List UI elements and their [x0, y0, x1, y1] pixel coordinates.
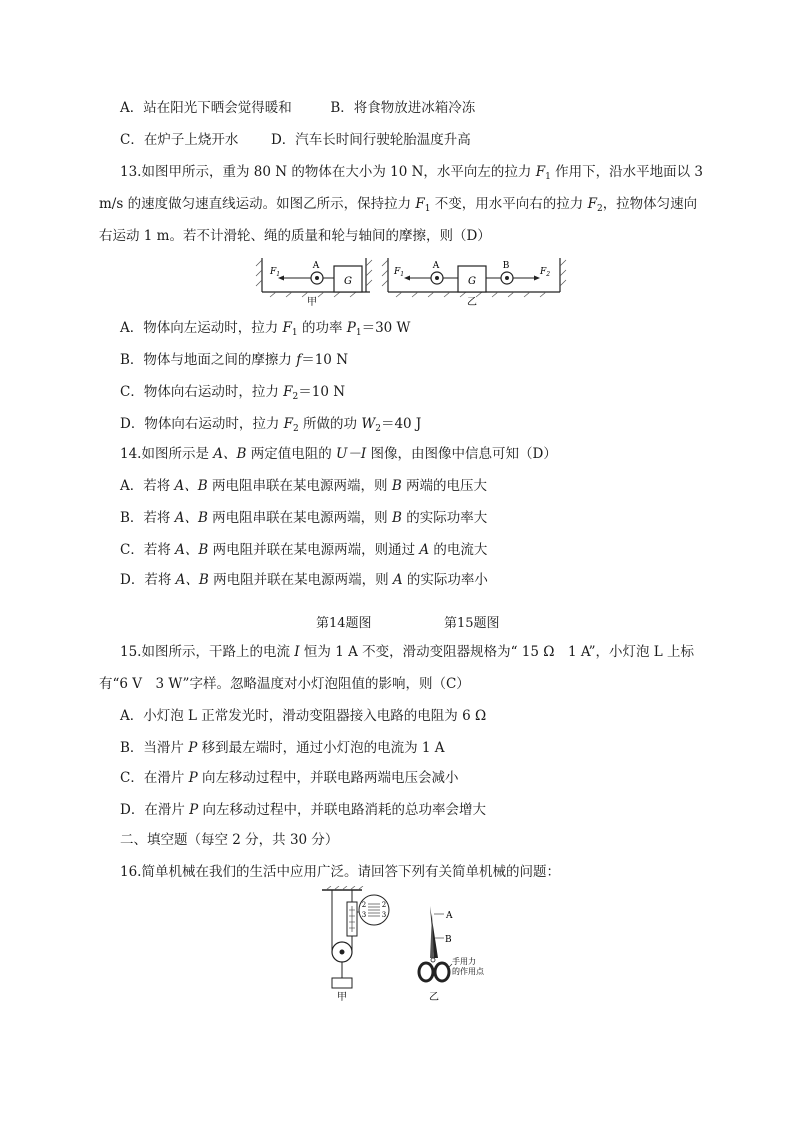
label-g-yi: G: [468, 276, 476, 287]
q13-option-a: A．物体向左运动时，拉力 $F_1$ 的功率 $P_1=30$ W: [120, 320, 411, 338]
q16-caption-yi: 乙: [429, 992, 439, 1003]
q13-fig-yi: [382, 258, 566, 306]
q15-option-b: B．当滑片 P 移到最左端时，通过小灯泡的电流为 1 A: [120, 740, 445, 756]
q13-option-c: C．物体向右运动时，拉力 $F_2=10$ N: [120, 384, 346, 402]
q13-option-d: D．物体向右运动时，拉力 $F_2$ 所做的功 $W_2=40$ J: [120, 416, 422, 434]
q13-stem-line3: 右运动 1 m。若不计滑轮、绳的质量和轮与轴间的摩擦，则（D）: [99, 228, 491, 244]
label-b-scissors: B: [445, 935, 452, 945]
q16-figure-yi: [412, 904, 502, 1004]
q13-stem-line1: 13.如图甲所示，重为 80 N 的物体在大小为 10 N，水平向左的拉力 $F_1$ 作用下，沿水平地面以 3: [120, 164, 703, 182]
q13-figure: [250, 256, 570, 306]
q15-stem-line2: 有“6 V 3 W”字样。忽略温度对小灯泡阻值的影响，则（C）: [99, 676, 470, 692]
section2-heading: 二、填空题（每空 2 分，共 30 分）: [120, 832, 339, 848]
label-a-yi: A: [432, 261, 440, 271]
q15-option-a: A．小灯泡 L 正常发光时，滑动变阻器接入电路的电阻为 6 Ω: [120, 708, 487, 724]
q16-stem: 16.简单机械在我们的生活中应用广泛。请回答下列有关简单机械的问题：: [120, 864, 560, 880]
svg-text:2: 2: [361, 901, 367, 909]
q14-option-b: B．若将 A、B 两电阻串联在某电源两端，则 B 的实际功率大: [120, 510, 488, 526]
q12-option-c: C．在炉子上烧开水: [120, 132, 239, 148]
caption-q15: 第15题图: [444, 616, 500, 631]
caption-jia: 甲: [307, 297, 317, 306]
label-f1-yi: $F_1$: [394, 267, 405, 278]
q12-option-b: B．将食物放进冰箱冷冻: [330, 100, 476, 116]
svg-text:2: 2: [381, 901, 387, 909]
label-b-yi: B: [502, 261, 510, 271]
label-force-line1: 手用力: [452, 957, 476, 966]
q14-option-c: C．若将 A、B 两电阻并联在某电源两端，则通过 A 的电流大: [120, 542, 488, 558]
q14-stem: 14.如图所示是 A、B 两定值电阻的 U－I 图像，由图像中信息可知（D）: [120, 446, 557, 462]
q14-option-a: A．若将 A、B 两电阻串联在某电源两端，则 B 两端的电压大: [120, 478, 488, 494]
label-a-jia: A: [312, 261, 320, 271]
scissor-handle-left: [419, 963, 433, 981]
label-f2-yi: $F_2$: [540, 267, 551, 278]
q12-options-row2: [120, 130, 471, 150]
label-force-line2: 的作用点: [452, 967, 484, 976]
q15-option-d: D．在滑片 P 向左移动过程中，并联电路消耗的总功率会增大: [120, 802, 487, 818]
q12-option-a: A．站在阳光下晒会觉得暖和: [120, 100, 292, 116]
label-a-scissors: A: [446, 911, 453, 921]
q12-options-row1: [120, 98, 475, 118]
hanging-weight: [332, 978, 352, 988]
svg-text:3: 3: [361, 911, 367, 919]
q13-stem-line2: m/s 的速度做匀速直线运动。如图乙所示，保持拉力 $F_1$ 不变，用水平向右的拉力 $F_2$，拉物体匀速向: [99, 196, 698, 214]
q13-fig-jia: [256, 258, 372, 306]
scissor-handle-right: [435, 963, 449, 981]
caption-yi: 乙: [467, 297, 477, 306]
label-g-jia: G: [344, 276, 352, 287]
q13-option-b: B．物体与地面之间的摩擦力 f＝10 N: [120, 352, 349, 368]
label-f1-jia: $F_1$: [270, 267, 281, 278]
svg-text:3: 3: [381, 911, 387, 919]
q16-figure-jia: [318, 886, 410, 1004]
q15-stem-line1: 15.如图所示，干路上的电流 I 恒为 1 A 不变，滑动变阻器规格为“ 15 Ω 1 A”，小灯泡 L 上标: [120, 644, 695, 660]
q15-option-c: C．在滑片 P 向左移动过程中，并联电路两端电压会减小: [120, 770, 459, 786]
q14-option-d: D．若将 A、B 两电阻并联在某电源两端，则 A 的实际功率小: [120, 572, 488, 588]
caption-q14: 第14题图: [316, 616, 372, 631]
q16-caption-jia: 甲: [337, 992, 347, 1003]
q12-option-d: D．汽车长时间行驶轮胎温度升高: [270, 132, 471, 148]
